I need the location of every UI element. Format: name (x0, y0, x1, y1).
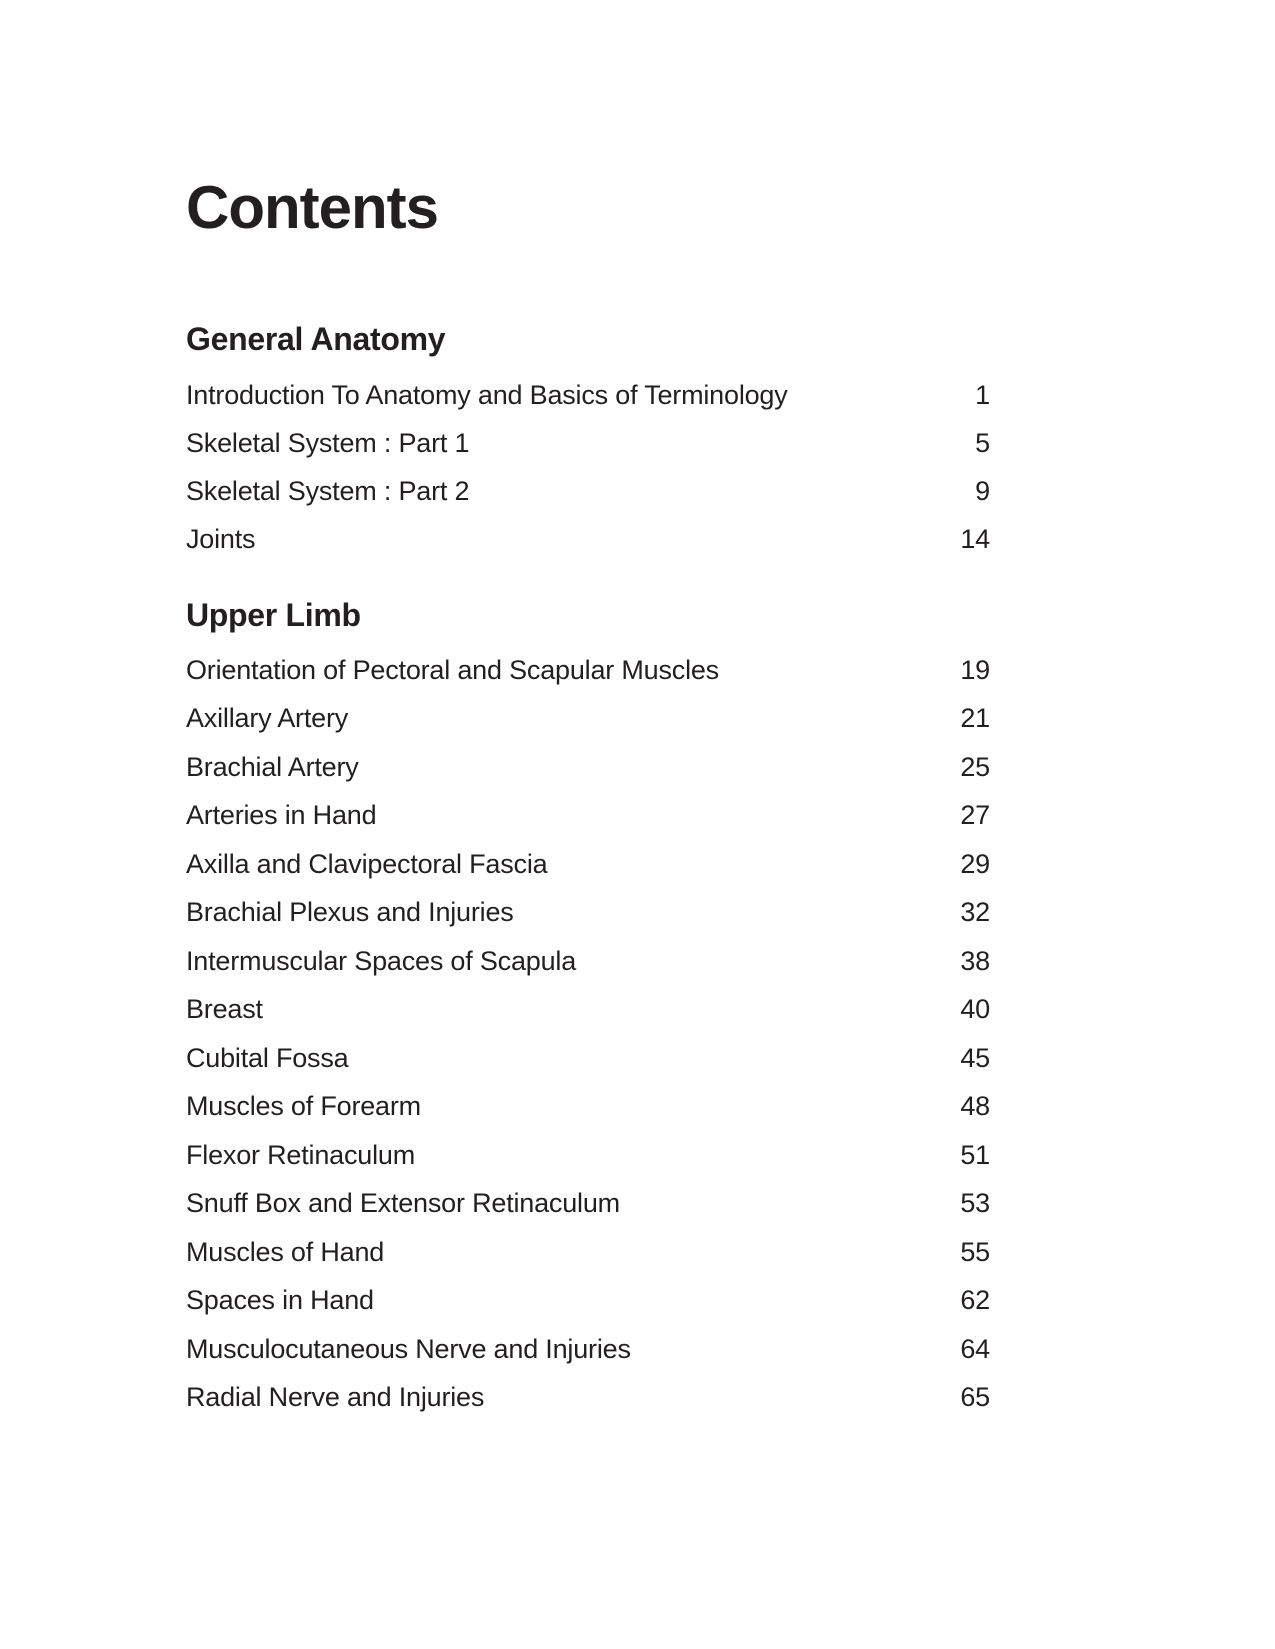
toc-item-page-number: 27 (960, 800, 990, 831)
toc-item-title: Spaces in Hand (186, 1285, 374, 1316)
toc-item-list (186, 371, 990, 563)
toc-row (186, 1228, 990, 1277)
toc-item-title: Breast (186, 994, 263, 1025)
toc-item-page-number: 1 (975, 379, 990, 410)
toc-item-title: Snuff Box and Extensor Retinaculum (186, 1188, 620, 1219)
toc-section (186, 322, 990, 563)
toc-row (186, 419, 990, 467)
toc-item-title: Brachial Plexus and Injuries (186, 897, 514, 928)
toc-row (186, 1131, 990, 1180)
page-title: Contents (186, 174, 438, 241)
toc-section (186, 598, 990, 1422)
toc-item-page-number: 14 (960, 523, 990, 554)
toc-item-title: Axillary Artery (186, 703, 349, 734)
toc-item-page-number: 45 (960, 1042, 990, 1073)
section-heading: Upper Limb (186, 597, 361, 633)
toc-row (186, 646, 990, 695)
toc-item-page-number: 53 (960, 1188, 990, 1219)
toc-item-page-number: 40 (960, 994, 990, 1025)
toc-item-title: Axilla and Clavipectoral Fascia (186, 848, 548, 879)
toc-row (186, 695, 990, 744)
toc-item-title: Intermuscular Spaces of Scapula (186, 945, 577, 976)
toc-row (186, 937, 990, 986)
toc-item-page-number: 65 (960, 1382, 990, 1413)
toc-item-title: Muscles of Hand (186, 1236, 385, 1267)
toc-item-page-number: 62 (960, 1285, 990, 1316)
toc-row (186, 743, 990, 792)
toc-item-title: Joints (186, 523, 256, 554)
toc-item-page-number: 38 (960, 945, 990, 976)
toc-row (186, 792, 990, 841)
toc-item-title: Arteries in Hand (186, 800, 377, 831)
toc-row (186, 1180, 990, 1229)
toc-item-page-number: 25 (960, 751, 990, 782)
toc-item-page-number: 48 (960, 1091, 990, 1122)
toc-item-title: Introduction To Anatomy and Basics of Terminology (186, 379, 788, 410)
section-heading: General Anatomy (186, 321, 446, 357)
toc-item-title: Musculocutaneous Nerve and Injuries (186, 1333, 631, 1364)
toc-item-page-number: 5 (975, 427, 990, 458)
toc-item-page-number: 51 (960, 1139, 990, 1170)
toc-item-page-number: 19 (960, 654, 990, 685)
toc-item-page-number: 55 (960, 1236, 990, 1267)
toc-item-title: Flexor Retinaculum (186, 1139, 415, 1170)
toc-row (186, 1034, 990, 1083)
toc-item-title: Radial Nerve and Injuries (186, 1382, 485, 1413)
toc-row (186, 1325, 990, 1374)
toc-item-page-number: 9 (975, 475, 990, 506)
toc-item-title: Skeletal System : Part 1 (186, 427, 470, 458)
toc-item-page-number: 21 (960, 703, 990, 734)
toc-row (186, 840, 990, 889)
toc-item-title: Orientation of Pectoral and Scapular Muscles (186, 654, 719, 685)
toc-item-title: Cubital Fossa (186, 1042, 349, 1073)
toc-item-title: Muscles of Forearm (186, 1091, 421, 1122)
toc-row (186, 371, 990, 419)
toc-row (186, 986, 990, 1035)
toc-item-page-number: 32 (960, 897, 990, 928)
toc-item-title: Skeletal System : Part 2 (186, 475, 470, 506)
toc-item-title: Brachial Artery (186, 751, 359, 782)
toc-row (186, 467, 990, 515)
toc-row (186, 1277, 990, 1326)
toc-row (186, 1374, 990, 1423)
toc-row (186, 889, 990, 938)
toc-item-list (186, 646, 990, 1422)
toc-item-page-number: 64 (960, 1333, 990, 1364)
toc-item-page-number: 29 (960, 848, 990, 879)
toc-row (186, 1083, 990, 1132)
toc-row (186, 515, 990, 563)
